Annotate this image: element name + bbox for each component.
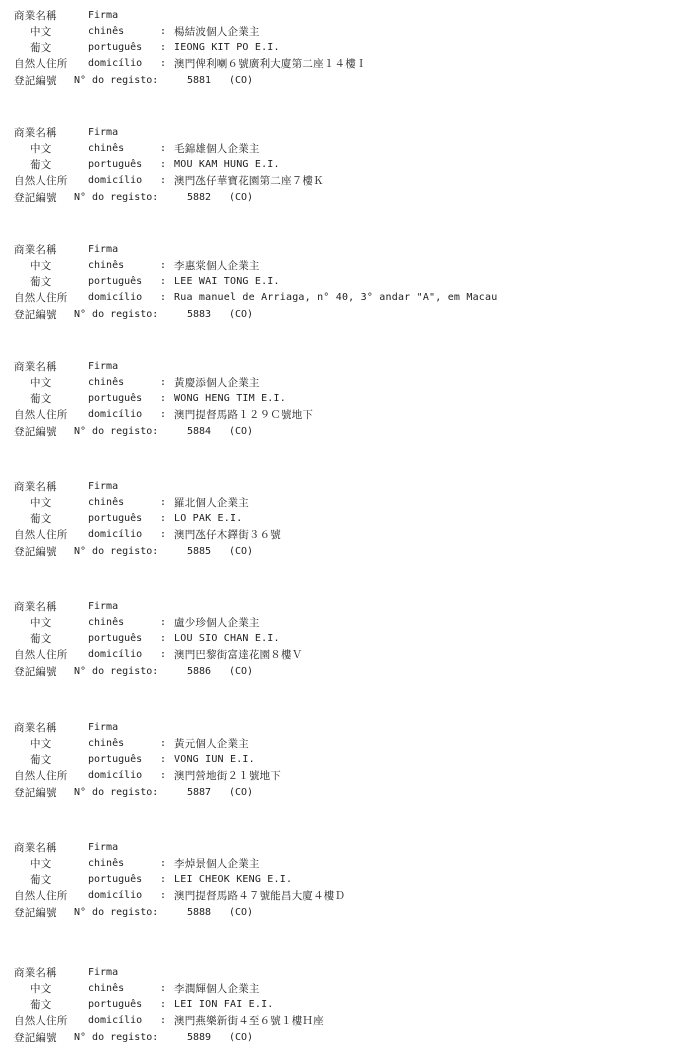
field-colon: : [160,754,167,765]
registry-record [0,8,696,98]
domicile-label-pt: domicílio [88,649,143,660]
domicile-label-zh: 自然人住所 [14,58,68,70]
portuguese-label-zh: 葡文 [30,513,52,525]
field-colon: : [160,1015,167,1026]
portuguese-label-pt: português [88,633,143,644]
chinese-label-pt: chinês [88,26,125,37]
chinese-label-pt: chinês [88,617,125,628]
field-colon: : [160,649,167,660]
firm-label-zh: 商業名稱 [14,481,57,493]
domicile-label-zh: 自然人住所 [14,292,68,304]
registry-label-zh: 登記編號 [14,787,57,799]
firm-label-zh: 商業名稱 [14,361,57,373]
portuguese-name-value: LEI ION FAI E.I. [174,999,274,1010]
firm-label-pt: Firma [88,842,119,853]
registry-number: 5886 [187,666,212,677]
registry-label-pt: N° do registo: [74,75,159,86]
portuguese-label-zh: 葡文 [30,754,52,766]
registry-code: (CO) [229,192,254,203]
chinese-label-zh: 中文 [30,738,52,750]
portuguese-label-zh: 葡文 [30,999,52,1011]
registry-record [0,242,696,332]
registry-record [0,359,696,449]
domicile-label-pt: domicílio [88,1015,143,1026]
field-colon: : [160,513,167,524]
portuguese-label-pt: português [88,159,143,170]
firm-label-zh: 商業名稱 [14,842,57,854]
chinese-name-value: 楊結波個人企業主 [174,26,260,38]
field-colon: : [160,858,167,869]
field-colon: : [160,175,167,186]
chinese-label-pt: chinês [88,738,125,749]
chinese-name-value: 李惠棠個人企業主 [174,260,260,272]
field-colon: : [160,159,167,170]
field-colon: : [160,143,167,154]
firm-label-pt: Firma [88,127,119,138]
chinese-label-zh: 中文 [30,858,52,870]
domicile-label-zh: 自然人住所 [14,770,68,782]
portuguese-label-zh: 葡文 [30,874,52,886]
portuguese-label-pt: português [88,393,143,404]
portuguese-name-value: MOU KAM HUNG E.I. [174,159,280,170]
registry-record [0,720,696,810]
portuguese-name-value: LEI CHEOK KENG E.I. [174,874,293,885]
firm-label-zh: 商業名稱 [14,722,57,734]
registry-record [0,479,696,569]
registry-label-pt: N° do registo: [74,1032,159,1043]
field-colon: : [160,276,167,287]
domicile-label-pt: domicílio [88,175,143,186]
domicile-label-pt: domicílio [88,890,143,901]
registry-number: 5883 [187,309,212,320]
firm-label-pt: Firma [88,601,119,612]
field-colon: : [160,890,167,901]
domicile-label-zh: 自然人住所 [14,529,68,541]
chinese-label-zh: 中文 [30,377,52,389]
field-colon: : [160,58,167,69]
registry-label-pt: N° do registo: [74,426,159,437]
domicile-value: Rua manuel de Arriaga, n° 40, 3° andar "A", em Macau [174,292,498,303]
portuguese-name-value: VONG IUN E.I. [174,754,255,765]
registry-number: 5882 [187,192,212,203]
field-colon: : [160,738,167,749]
registry-label-zh: 登記編號 [14,546,57,558]
registry-code: (CO) [229,907,254,918]
field-colon: : [160,26,167,37]
firm-label-pt: Firma [88,361,119,372]
registry-record [0,840,696,930]
registry-code: (CO) [229,1032,254,1043]
field-colon: : [160,409,167,420]
domicile-value: 澳門營地街２１號地下 [174,770,281,782]
field-colon: : [160,770,167,781]
chinese-name-value: 黃慶添個人企業主 [174,377,260,389]
registry-label-pt: N° do registo: [74,787,159,798]
portuguese-label-zh: 葡文 [30,159,52,171]
registry-label-pt: N° do registo: [74,546,159,557]
domicile-label-zh: 自然人住所 [14,175,68,187]
domicile-value: 澳門提督馬路４７號能昌大廈４樓Ｄ [174,890,346,902]
firm-label-pt: Firma [88,967,119,978]
field-colon: : [160,260,167,271]
registry-label-zh: 登記編號 [14,75,57,87]
domicile-label-pt: domicílio [88,292,143,303]
firm-label-pt: Firma [88,481,119,492]
registry-label-zh: 登記編號 [14,309,57,321]
domicile-value: 澳門俾利喇６號廣利大廈第二座１４樓Ｉ [174,58,367,70]
domicile-label-zh: 自然人住所 [14,1015,68,1027]
portuguese-name-value: IEONG KIT PO E.I. [174,42,280,53]
registry-label-zh: 登記編號 [14,907,57,919]
portuguese-label-pt: português [88,276,143,287]
portuguese-label-zh: 葡文 [30,393,52,405]
chinese-name-value: 李焯景個人企業主 [174,858,260,870]
firm-label-pt: Firma [88,10,119,21]
chinese-name-value: 黃元個人企業主 [174,738,249,750]
registry-code: (CO) [229,426,254,437]
registry-record [0,125,696,215]
registry-label-zh: 登記編號 [14,666,57,678]
chinese-label-pt: chinês [88,260,125,271]
registry-code: (CO) [229,546,254,557]
domicile-label-pt: domicílio [88,770,143,781]
field-colon: : [160,999,167,1010]
registry-record [0,965,696,1055]
portuguese-label-pt: português [88,42,143,53]
firm-label-pt: Firma [88,722,119,733]
chinese-label-zh: 中文 [30,983,52,995]
portuguese-name-value: LEE WAI TONG E.I. [174,276,280,287]
portuguese-label-zh: 葡文 [30,42,52,54]
registry-number: 5884 [187,426,212,437]
chinese-label-zh: 中文 [30,26,52,38]
firm-label-zh: 商業名稱 [14,10,57,22]
field-colon: : [160,633,167,644]
registry-label-pt: N° do registo: [74,309,159,320]
chinese-label-zh: 中文 [30,497,52,509]
registry-label-zh: 登記編號 [14,192,57,204]
domicile-label-zh: 自然人住所 [14,890,68,902]
field-colon: : [160,529,167,540]
chinese-name-value: 李潤輝個人企業主 [174,983,260,995]
chinese-label-zh: 中文 [30,617,52,629]
registry-code: (CO) [229,75,254,86]
chinese-name-value: 羅北個人企業主 [174,497,249,509]
registry-number: 5885 [187,546,212,557]
registry-number: 5888 [187,907,212,918]
domicile-value: 澳門燕樂新街４至６號１樓Ｈ座 [174,1015,324,1027]
firm-label-zh: 商業名稱 [14,967,57,979]
registry-code: (CO) [229,309,254,320]
registry-label-zh: 登記編號 [14,426,57,438]
portuguese-label-pt: português [88,754,143,765]
domicile-value: 澳門提督馬路１２９Ｃ號地下 [174,409,314,421]
field-colon: : [160,874,167,885]
chinese-name-value: 盧少珍個人企業主 [174,617,260,629]
registry-code: (CO) [229,666,254,677]
registry-number: 5889 [187,1032,212,1043]
registry-label-pt: N° do registo: [74,666,159,677]
field-colon: : [160,377,167,388]
chinese-name-value: 毛錦雄個人企業主 [174,143,260,155]
chinese-label-pt: chinês [88,858,125,869]
domicile-value: 澳門氹仔木鐸街３６號 [174,529,281,541]
domicile-label-pt: domicílio [88,58,143,69]
portuguese-label-pt: português [88,513,143,524]
field-colon: : [160,393,167,404]
portuguese-name-value: LOU SIO CHAN E.I. [174,633,280,644]
registry-label-zh: 登記編號 [14,1032,57,1044]
field-colon: : [160,983,167,994]
domicile-label-pt: domicílio [88,409,143,420]
portuguese-name-value: LO PAK E.I. [174,513,243,524]
registry-record [0,599,696,689]
domicile-label-pt: domicílio [88,529,143,540]
domicile-label-zh: 自然人住所 [14,649,68,661]
portuguese-label-pt: português [88,874,143,885]
firm-label-zh: 商業名稱 [14,127,57,139]
chinese-label-pt: chinês [88,497,125,508]
registry-label-pt: N° do registo: [74,192,159,203]
firm-label-zh: 商業名稱 [14,601,57,613]
registry-number: 5887 [187,787,212,798]
domicile-value: 澳門氹仔華寶花園第二座７樓Ｋ [174,175,324,187]
field-colon: : [160,42,167,53]
chinese-label-zh: 中文 [30,143,52,155]
registry-label-pt: N° do registo: [74,907,159,918]
chinese-label-pt: chinês [88,377,125,388]
portuguese-label-pt: português [88,999,143,1010]
field-colon: : [160,617,167,628]
chinese-label-zh: 中文 [30,260,52,272]
registry-number: 5881 [187,75,212,86]
chinese-label-pt: chinês [88,983,125,994]
domicile-value: 澳門巴黎街富達花園８樓Ｖ [174,649,303,661]
portuguese-name-value: WONG HENG TIM E.I. [174,393,286,404]
registry-code: (CO) [229,787,254,798]
field-colon: : [160,292,167,303]
domicile-label-zh: 自然人住所 [14,409,68,421]
portuguese-label-zh: 葡文 [30,276,52,288]
portuguese-label-zh: 葡文 [30,633,52,645]
firm-label-zh: 商業名稱 [14,244,57,256]
chinese-label-pt: chinês [88,143,125,154]
field-colon: : [160,497,167,508]
firm-label-pt: Firma [88,244,119,255]
